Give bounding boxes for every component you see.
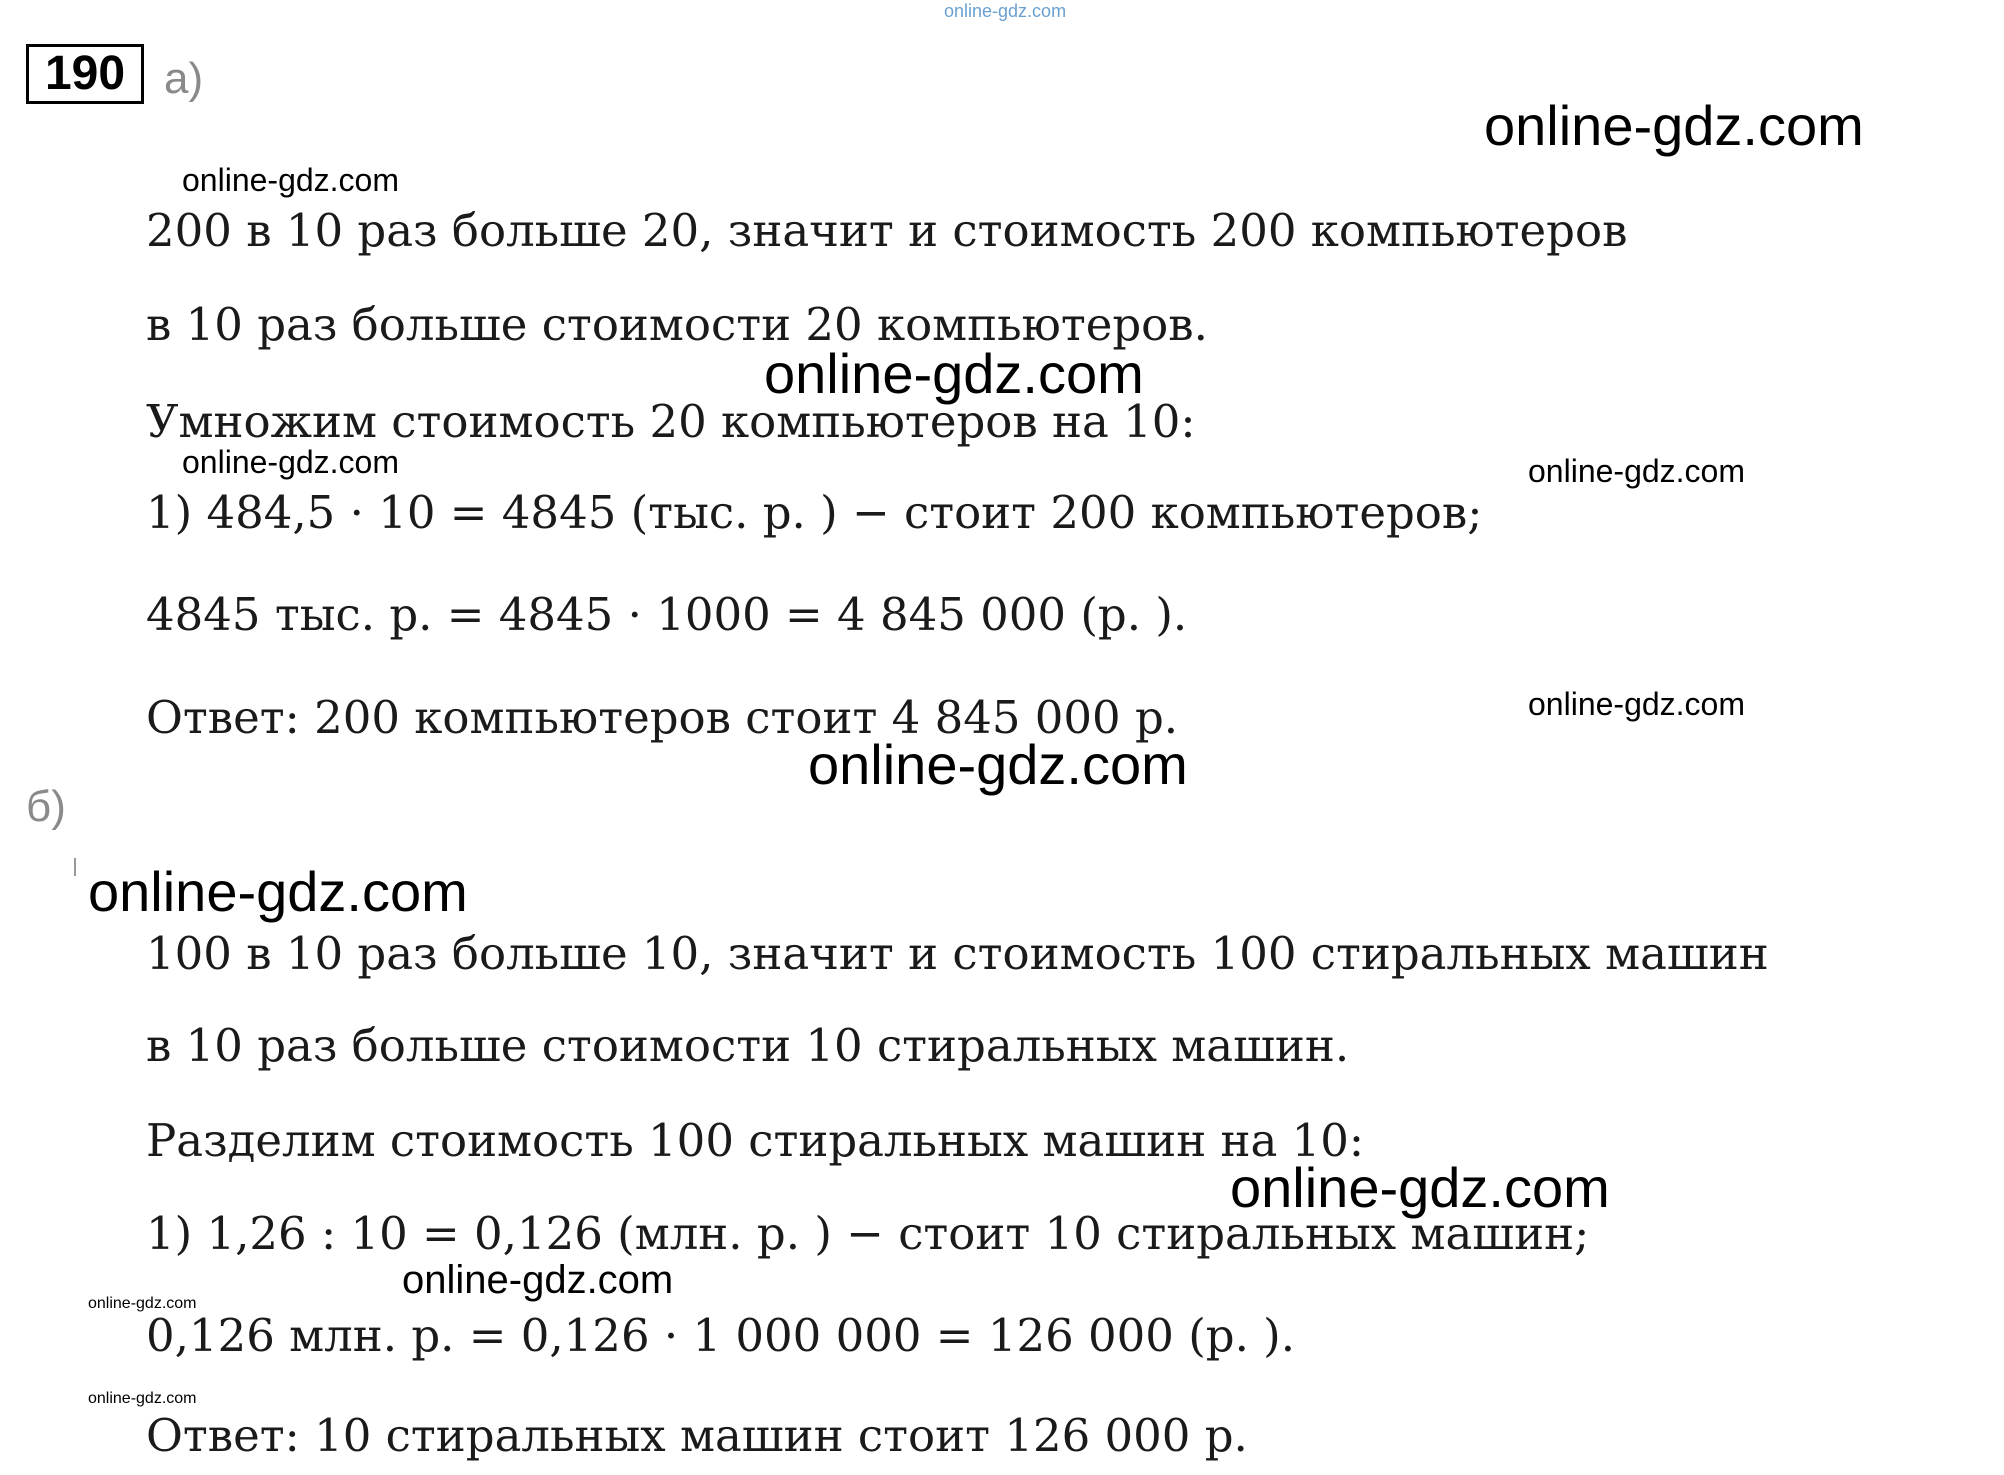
part-b-line-1: 100 в 10 раз больше 10, значит и стоимость 100 стиральных машин [146,927,1769,980]
margin-tick-mark [74,858,76,876]
part-b-line-4: 1) 1,26 : 10 = 0,126 (млн. р. ) − стоит 10 стиральных машин; [146,1207,1590,1260]
part-a-line-2: в 10 раз больше стоимости 20 компьютеров. [146,298,1208,351]
watermark: online-gdz.com [182,162,399,198]
watermark: online-gdz.com [88,1390,197,1407]
part-a-line-1: 200 в 10 раз больше 20, значит и стоимость 200 компьютеров [146,204,1628,257]
part-a-line-4: 1) 484,5 · 10 = 4845 (тыс. р. ) − стоит 200 компьютеров; [146,486,1483,539]
part-a-label: а) [164,54,204,103]
watermark: online-gdz.com [88,860,468,923]
part-a-line-3: Умножим стоимость 20 компьютеров на 10: [146,395,1196,448]
part-b-line-2: в 10 раз больше стоимости 10 стиральных машин. [146,1019,1350,1072]
watermark: online-gdz.com [1230,1156,1610,1219]
problem-number-box: 190 [26,44,144,104]
part-a-line-5: 4845 тыс. р. = 4845 · 1000 = 4 845 000 (р. ). [146,588,1188,641]
watermark: online-gdz.com [182,444,399,480]
part-a-answer: Ответ: 200 компьютеров стоит 4 845 000 р. [146,691,1179,744]
watermark: online-gdz.com [88,1295,197,1312]
watermark: online-gdz.com [764,342,1144,405]
watermark: online-gdz.com [1528,686,1745,722]
watermark: online-gdz.com [1484,94,1864,157]
part-b-line-5: 0,126 млн. р. = 0,126 · 1 000 000 = 126 000 (р. ). [146,1309,1296,1362]
watermark: online-gdz.com [944,1,1067,21]
part-b-label: б) [26,782,66,831]
watermark: online-gdz.com [402,1258,674,1302]
watermark: online-gdz.com [1528,453,1745,489]
part-b-answer: Ответ: 10 стиральных машин стоит 126 000 р. [146,1409,1248,1462]
part-b-line-3: Разделим стоимость 100 стиральных машин на 10: [146,1114,1365,1167]
watermark: online-gdz.com [808,733,1188,796]
